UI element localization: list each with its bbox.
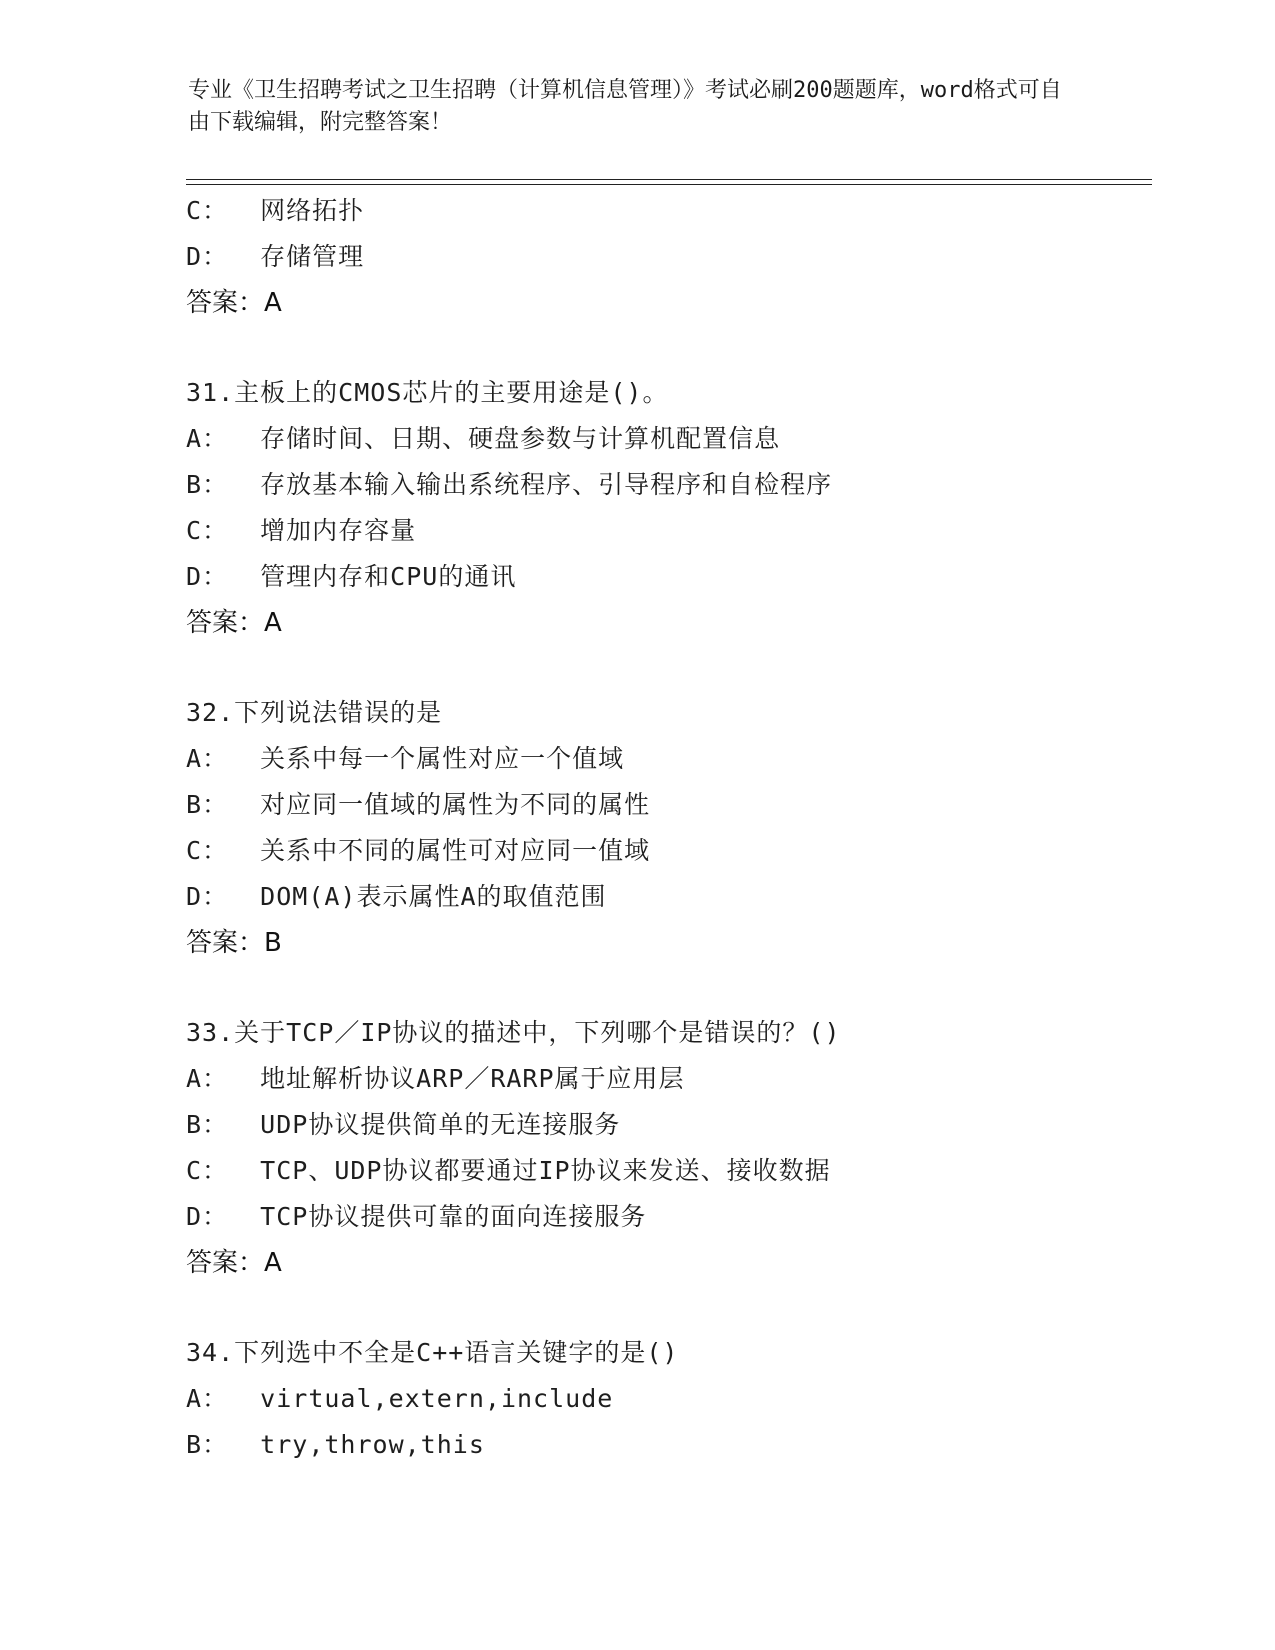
answer-label: 答案： bbox=[186, 608, 265, 638]
answer-value: B bbox=[264, 928, 282, 958]
question-text: 关于TCP／IP协议的描述中，下列哪个是错误的？() bbox=[234, 1018, 841, 1047]
spacer bbox=[186, 326, 1146, 370]
option-letter: B bbox=[186, 1110, 203, 1139]
option-letter: B bbox=[186, 790, 203, 819]
option-line: A： virtual,extern,include bbox=[186, 1384, 614, 1413]
spacer bbox=[186, 646, 1146, 690]
question-stem: 34.下列选中不全是C++语言关键字的是() bbox=[186, 1338, 679, 1367]
option-line: C： 关系中不同的属性可对应同一值域 bbox=[186, 836, 651, 865]
option-letter: C bbox=[186, 836, 203, 865]
option-line: B： UDP协议提供简单的无连接服务 bbox=[186, 1110, 621, 1139]
answer-value: A bbox=[264, 608, 282, 638]
question-content bbox=[186, 188, 1146, 1468]
question-33 bbox=[186, 1010, 1146, 1286]
option-letter: A bbox=[186, 1064, 203, 1093]
question-32 bbox=[186, 690, 1146, 966]
option-line: B： 对应同一值域的属性为不同的属性 bbox=[186, 790, 651, 819]
answer-label: 答案： bbox=[186, 1248, 265, 1278]
spacer bbox=[186, 966, 1146, 1010]
question-stem: 32.下列说法错误的是 bbox=[186, 698, 443, 727]
option-text: 关系中每一个属性对应一个值域 bbox=[260, 744, 625, 773]
header-divider-bottom bbox=[186, 184, 1152, 185]
option-text: virtual,extern,include bbox=[260, 1384, 614, 1413]
option-line: C： 网络拓扑 bbox=[186, 196, 365, 225]
question-text: 主板上的CMOS芯片的主要用途是()。 bbox=[234, 378, 669, 407]
option-text: 增加内存容量 bbox=[260, 516, 417, 545]
option-text: 网络拓扑 bbox=[260, 196, 365, 225]
question-text: 下列说法错误的是 bbox=[234, 698, 443, 727]
option-letter: B bbox=[186, 1430, 203, 1459]
option-text: UDP协议提供简单的无连接服务 bbox=[260, 1110, 621, 1139]
option-letter: D bbox=[186, 1202, 203, 1231]
option-letter: B bbox=[186, 470, 203, 499]
option-letter: D bbox=[186, 242, 203, 271]
option-letter: C bbox=[186, 1156, 203, 1185]
option-line: D： TCP协议提供可靠的面向连接服务 bbox=[186, 1202, 647, 1231]
option-text: 管理内存和CPU的通讯 bbox=[260, 562, 517, 591]
question-number: 32 bbox=[186, 698, 219, 727]
option-text: 存放基本输入输出系统程序、引导程序和自检程序 bbox=[260, 470, 833, 499]
answer-value: A bbox=[264, 288, 282, 318]
option-line: C： TCP、UDP协议都要通过IP协议来发送、接收数据 bbox=[186, 1156, 831, 1185]
question-stem: 31.主板上的CMOS芯片的主要用途是()。 bbox=[186, 378, 669, 407]
option-line: B： 存放基本输入输出系统程序、引导程序和自检程序 bbox=[186, 470, 833, 499]
option-line: C： 增加内存容量 bbox=[186, 516, 417, 545]
option-letter: C bbox=[186, 516, 203, 545]
answer-line bbox=[186, 600, 1146, 646]
question-text: 下列选中不全是C++语言关键字的是() bbox=[234, 1338, 679, 1367]
option-text: 地址解析协议ARP／RARP属于应用层 bbox=[260, 1064, 685, 1093]
option-line: A： 存储时间、日期、硬盘参数与计算机配置信息 bbox=[186, 424, 781, 453]
option-line: D： 管理内存和CPU的通讯 bbox=[186, 562, 517, 591]
question-34 bbox=[186, 1330, 1146, 1468]
option-line: D： DOM(A)表示属性A的取值范围 bbox=[186, 882, 607, 911]
option-text: DOM(A)表示属性A的取值范围 bbox=[260, 882, 607, 911]
header-divider-top bbox=[186, 179, 1152, 180]
question-number: 31 bbox=[186, 378, 219, 407]
question-31 bbox=[186, 370, 1146, 646]
option-text: 对应同一值域的属性为不同的属性 bbox=[260, 790, 651, 819]
option-line: D： 存储管理 bbox=[186, 242, 365, 271]
answer-label: 答案： bbox=[186, 288, 265, 318]
option-text: TCP、UDP协议都要通过IP协议来发送、接收数据 bbox=[260, 1156, 831, 1185]
question-number: 34 bbox=[186, 1338, 219, 1367]
option-letter: D bbox=[186, 882, 203, 911]
option-letter: D bbox=[186, 562, 203, 591]
option-text: try,throw,this bbox=[260, 1430, 485, 1459]
option-line: B： try,throw,this bbox=[186, 1430, 485, 1459]
option-letter: C bbox=[186, 196, 203, 225]
question-number: 33 bbox=[186, 1018, 219, 1047]
question-stem: 33.关于TCP／IP协议的描述中，下列哪个是错误的？() bbox=[186, 1018, 841, 1047]
option-text: TCP协议提供可靠的面向连接服务 bbox=[260, 1202, 647, 1231]
spacer bbox=[186, 1286, 1146, 1330]
answer-value: A bbox=[264, 1248, 282, 1278]
option-letter: A bbox=[186, 744, 203, 773]
option-line: A： 地址解析协议ARP／RARP属于应用层 bbox=[186, 1064, 685, 1093]
option-letter: A bbox=[186, 424, 203, 453]
answer-label: 答案： bbox=[186, 928, 265, 958]
option-line: A： 关系中每一个属性对应一个值域 bbox=[186, 744, 625, 773]
option-letter: A bbox=[186, 1384, 203, 1413]
answer-line bbox=[186, 280, 1146, 326]
answer-line bbox=[186, 920, 1146, 966]
option-text: 关系中不同的属性可对应同一值域 bbox=[260, 836, 651, 865]
partial-question bbox=[186, 188, 1146, 326]
page-header-text: 专业《卫生招聘考试之卫生招聘（计算机信息管理）》考试必刷200题题库，word格式可自由下载编辑，附完整答案！ bbox=[188, 78, 1062, 135]
option-text: 存储管理 bbox=[260, 242, 365, 271]
answer-line bbox=[186, 1240, 1146, 1286]
option-text: 存储时间、日期、硬盘参数与计算机配置信息 bbox=[260, 424, 781, 453]
